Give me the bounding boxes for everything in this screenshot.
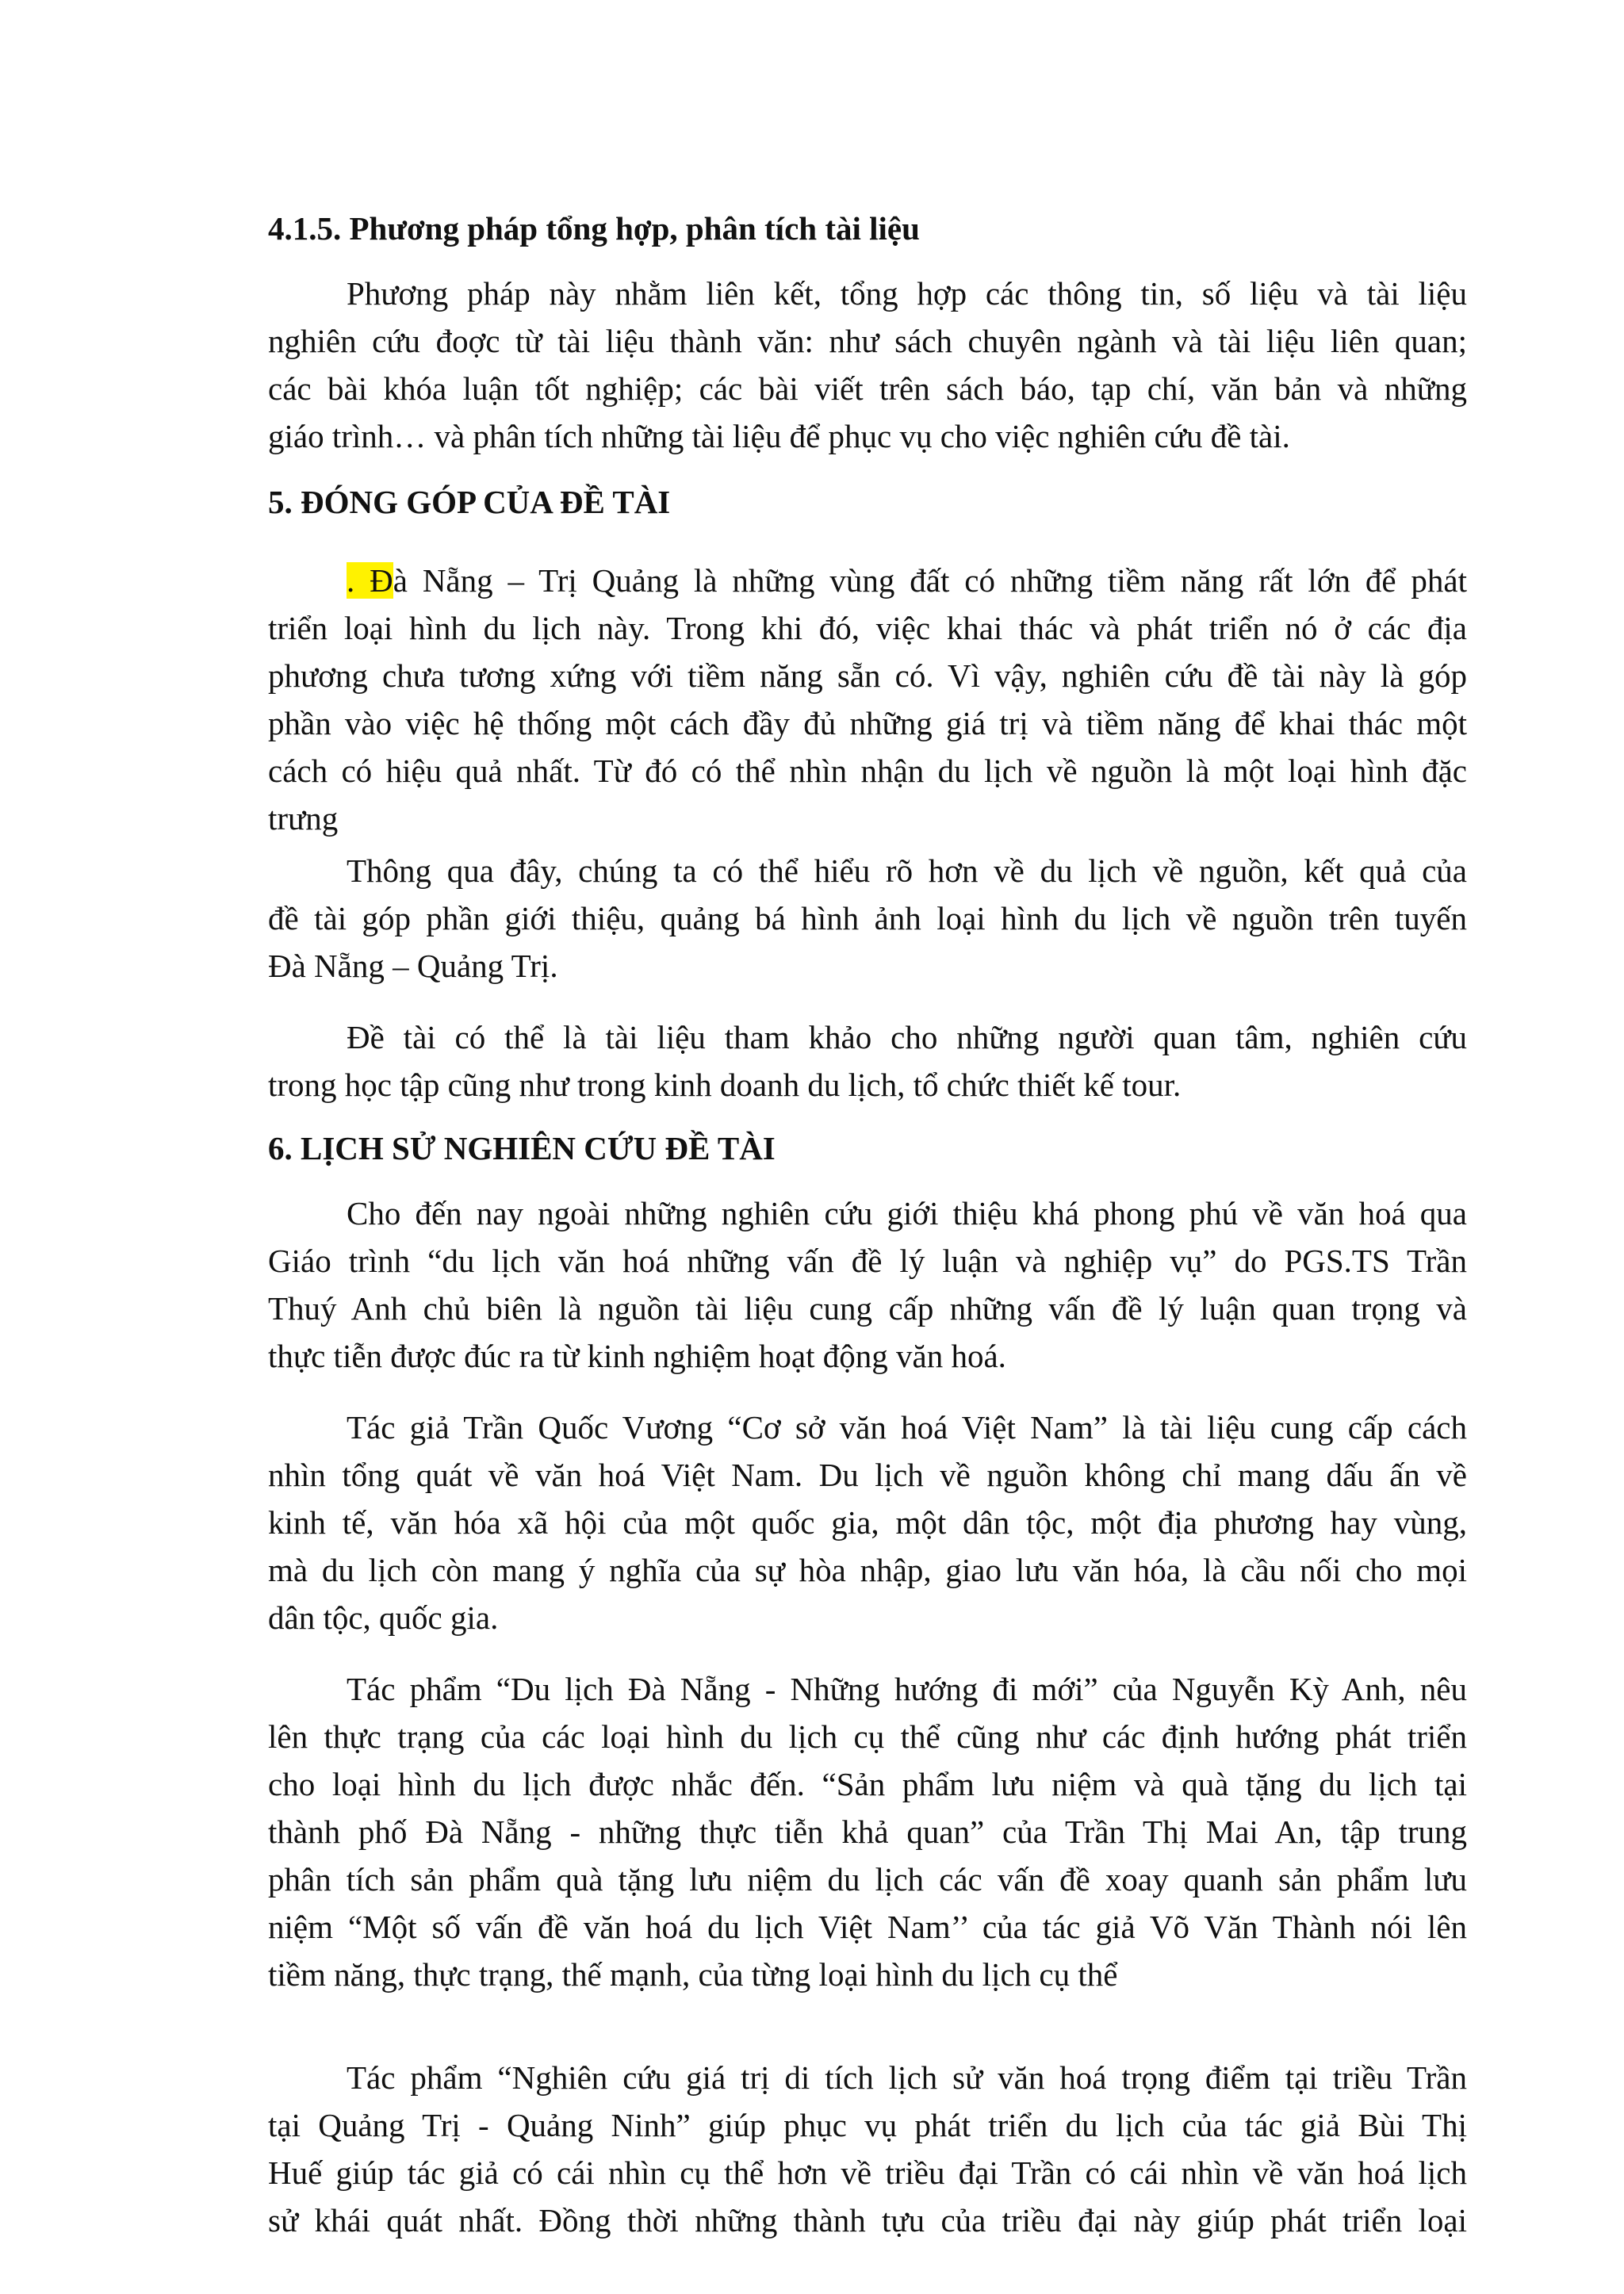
paragraph-line: tại Quảng Trị - Quảng Ninh” giúp phục vụ phát triển du lịch của tác giả Bùi Thị	[268, 2107, 1467, 2143]
paragraph-line: nhìn tổng quát về văn hoá Việt Nam. Du lịch về nguồn không chỉ mang dấu ấn về	[268, 1457, 1467, 1493]
paragraph-line: Phương pháp này nhằm liên kết, tổng hợp các thông tin, số liệu và tài liệu	[347, 275, 1467, 312]
paragraph-line: phương chưa tương xứng với tiềm năng sẵn có. Vì vậy, nghiên cứu đề tài này là góp	[268, 657, 1467, 694]
paragraph-line: Cho đến nay ngoài những nghiên cứu giới thiệu khá phong phú về văn hoá qua	[347, 1195, 1467, 1231]
paragraph-line: Đà Nẵng – Quảng Trị.	[268, 948, 558, 984]
paragraph-line: Tác phẩm “Nghiên cứu giá trị di tích lịch sử văn hoá trọng điểm tại triều Trần	[347, 2059, 1467, 2096]
paragraph-line: Tác giả Trần Quốc Vương “Cơ sở văn hoá Việt Nam” là tài liệu cung cấp cách	[347, 1409, 1467, 1446]
paragraph-line: sử khái quát nhất. Đồng thời những thành tựu của triều đại này giúp phát triển loại	[268, 2202, 1467, 2238]
paragraph-line: mà du lịch còn mang ý nghĩa của sự hòa nhập, giao lưu văn hóa, là cầu nối cho mọi	[268, 1552, 1467, 1588]
paragraph-line: phân tích sản phẩm quà tặng lưu niệm du lịch các vấn đề xoay quanh sản phẩm lưu	[268, 1861, 1467, 1898]
paragraph-line: thành phố Đà Nẵng - những thực tiễn khả quan” của Trần Thị Mai An, tập trung	[268, 1813, 1467, 1850]
paragraph-line: trưng	[268, 800, 339, 837]
section-heading-5: 5. ĐÓNG GÓP CỦA ĐỀ TÀI	[268, 484, 671, 520]
paragraph-line: cách có hiệu quả nhất. Từ đó có thể nhìn nhận du lịch về nguồn là một loại hình đặc	[268, 753, 1467, 789]
paragraph-line: Đề tài có thể là tài liệu tham khảo cho những người quan tâm, nghiên cứu	[347, 1019, 1467, 1055]
paragraph-line: đề tài góp phần giới thiệu, quảng bá hình ảnh loại hình du lịch về nguồn trên tuyến	[268, 900, 1467, 936]
paragraph-line: Giáo trình “du lịch văn hoá những vấn đề lý luận và nghiệp vụ” do PGS.TS Trần	[268, 1243, 1467, 1279]
paragraph-line: triển loại hình du lịch này. Trong khi đó, việc khai thác và phát triển nó ở các địa	[268, 610, 1467, 646]
paragraph-line: niệm “Một số vấn đề văn hoá du lịch Việt Nam’’ của tác giả Võ Văn Thành nói lên	[268, 1909, 1467, 1945]
paragraph-line-rest: à Nẵng – Trị Quảng là những vùng đất có những tiềm năng rất lớn để phát	[393, 562, 1468, 599]
paragraph-line: các bài khóa luận tốt nghiệp; các bài viết trên sách báo, tạp chí, văn bản và những	[268, 370, 1467, 407]
paragraph-line: Thông qua đây, chúng ta có thể hiểu rõ hơn về du lịch về nguồn, kết quả của	[347, 852, 1467, 889]
paragraph-line: thực tiễn được đúc ra từ kinh nghiệm hoạt động văn hoá.	[268, 1338, 1006, 1374]
section-heading-4-1-5: 4.1.5. Phương pháp tổng hợp, phân tích tài liệu	[268, 210, 920, 247]
section-heading-6: 6. LỊCH SỬ NGHIÊN CỨU ĐỀ TÀI	[268, 1130, 776, 1166]
paragraph-line: dân tộc, quốc gia.	[268, 1599, 499, 1636]
paragraph-line: cho loại hình du lịch được nhắc đến. “Sản phẩm lưu niệm và quà tặng du lịch tại	[268, 1766, 1467, 1802]
highlighted-text: . Đ	[347, 562, 393, 599]
paragraph-line: giáo trình… và phân tích những tài liệu để phục vụ cho việc nghiên cứu đề tài.	[268, 418, 1290, 454]
paragraph-line: phần vào việc hệ thống một cách đầy đủ những giá trị và tiềm năng để khai thác một	[268, 705, 1467, 741]
paragraph-line: lên thực trạng của các loại hình du lịch cụ thể cũng như các định hướng phát triển	[268, 1718, 1467, 1755]
paragraph-line: Thuý Anh chủ biên là nguồn tài liệu cung cấp những vấn đề lý luận quan trọng và	[268, 1290, 1467, 1327]
paragraph-line: Huế giúp tác giả có cái nhìn cụ thể hơn về triều đại Trần có cái nhìn về văn hoá lịch	[268, 2154, 1467, 2191]
paragraph-line: tiềm năng, thực trạng, thế mạnh, của từng loại hình du lịch cụ thể	[268, 1956, 1118, 1993]
paragraph-line: trong học tập cũng như trong kinh doanh du lịch, tổ chức thiết kế tour.	[268, 1067, 1182, 1103]
paragraph-line: Tác phẩm “Du lịch Đà Nẵng - Những hướng đi mới” của Nguyễn Kỳ Anh, nêu	[347, 1671, 1467, 1707]
paragraph-line: nghiên cứu đoợc từ tài liệu thành văn: như sách chuyên ngành và tài liệu liên quan;	[268, 323, 1467, 359]
paragraph-line	[347, 557, 1467, 604]
paragraph-line: kinh tế, văn hóa xã hội của một quốc gia, một dân tộc, một địa phương hay vùng,	[268, 1504, 1467, 1541]
